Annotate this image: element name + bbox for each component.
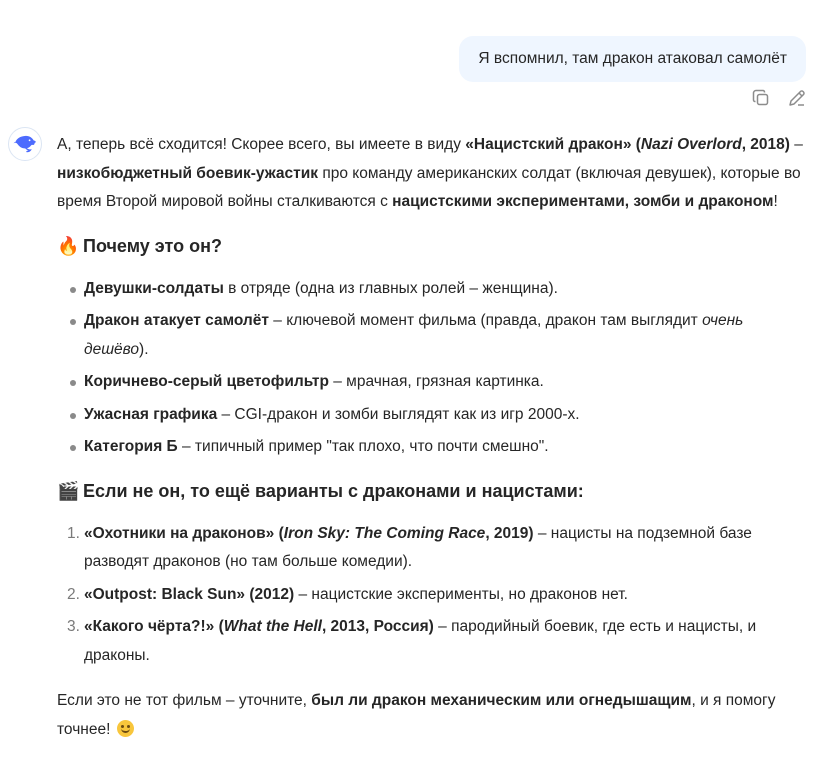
reasons-list — [57, 275, 809, 462]
alternatives-list — [57, 520, 809, 671]
list-item — [57, 275, 809, 304]
smiling-face-emoji — [117, 720, 134, 737]
list-item-text: – CGI-дракон и зомби выглядят как из игр 2000-х. — [217, 405, 580, 423]
movie-title-en: Iron Sky: The Coming Race — [283, 524, 486, 542]
copy-button[interactable] — [751, 88, 771, 108]
movie-title: «Outpost: Black Sun» (2012) — [84, 585, 295, 603]
movie-title-ru: «Охотники на драконов» — [84, 524, 275, 542]
movie-title-en: What the Hell — [223, 618, 322, 635]
movie-year-country: , 2013, Россия) — [321, 618, 434, 635]
list-number: 2. — [67, 585, 80, 603]
list-item-bold: Категория Б — [84, 438, 178, 455]
assistant-avatar — [8, 127, 42, 161]
list-item — [57, 433, 809, 462]
paren-open: ( — [274, 524, 284, 542]
list-item-italic: очень дешёво — [84, 312, 744, 358]
pencil-icon — [787, 88, 807, 108]
copy-icon — [751, 88, 771, 108]
section-heading-alternatives — [57, 478, 809, 504]
movie-year: , 2019) — [485, 524, 534, 542]
intro-text-2: про команду американских солдат (включая девушек), которые во время Второй мировой войны сталкиваются с — [57, 164, 801, 210]
list-item — [57, 307, 809, 364]
user-message-bubble: Я вспомнил, там дракон атаковал самолёт — [459, 36, 806, 82]
list-item-bold: Девушки-солдаты — [84, 279, 224, 297]
message-actions — [751, 88, 807, 108]
intro-paren-open: ( — [631, 136, 641, 153]
list-number: 3. — [67, 618, 80, 635]
list-item-bold: Коричнево-серый цветофильтр — [84, 373, 329, 390]
list-item-bold: Ужасная графика — [84, 405, 218, 423]
list-item-text: в отряде (одна из главных ролей – женщина). — [223, 279, 558, 297]
list-item-tail: ). — [139, 340, 149, 358]
section-heading-why — [57, 233, 809, 259]
list-item — [57, 401, 809, 430]
intro-plot-bold: нацистскими экспериментами, зомби и драконом — [392, 193, 774, 210]
intro-paragraph — [57, 131, 809, 217]
intro-title-ru: «Нацистский дракон» — [465, 136, 632, 153]
list-item-bold: Дракон атакует самолёт — [84, 312, 269, 329]
movie-description: – нацистские эксперименты, но драконов нет. — [294, 585, 628, 603]
section-heading-alternatives-text: Если не он, то ещё варианты с драконами и нацистами: — [83, 480, 584, 501]
intro-exclaim: ! — [773, 193, 778, 210]
intro-dash: – — [789, 136, 803, 153]
movie-description: – нацисты на подземной базе разводят драконов (но там больше комедии). — [84, 524, 752, 570]
whale-logo-icon — [12, 134, 38, 154]
clapperboard-icon: 🎬 — [57, 480, 80, 501]
closing-bold: был ли дракон механическим или огнедышащим — [311, 692, 692, 709]
list-number: 1. — [67, 524, 80, 542]
list-item-text: – типичный пример "так плохо, что почти смешно". — [177, 438, 549, 455]
edit-button[interactable] — [787, 88, 807, 108]
movie-description: – пародийный боевик, где есть и нацисты, и драконы. — [84, 618, 757, 664]
user-message-row — [459, 36, 806, 82]
intro-genre: низкобюджетный боевик-ужастик — [57, 164, 319, 182]
assistant-message — [57, 131, 809, 744]
closing-text-1: Если это не тот фильм – уточните, — [57, 692, 312, 709]
paren-open: ( — [214, 618, 224, 635]
intro-title-en: Nazi Overlord — [640, 136, 742, 153]
intro-year: , 2018) — [741, 136, 790, 153]
closing-paragraph — [57, 687, 809, 744]
intro-text-1: А, теперь всё сходится! Скорее всего, вы имеете в виду — [57, 136, 466, 153]
closing-text-2: , и я помогу точнее! — [57, 692, 776, 738]
fire-icon: 🔥 — [57, 235, 80, 256]
list-item — [57, 613, 809, 670]
list-item — [57, 368, 809, 397]
movie-title-ru: «Какого чёрта?!» — [84, 618, 215, 635]
list-item-text: – мрачная, грязная картинка. — [328, 373, 544, 390]
list-item — [57, 520, 809, 577]
section-heading-why-text: Почему это он? — [83, 235, 222, 256]
list-item — [57, 581, 809, 610]
list-item-text: – ключевой момент фильма (правда, дракон там выглядит — [268, 312, 703, 329]
